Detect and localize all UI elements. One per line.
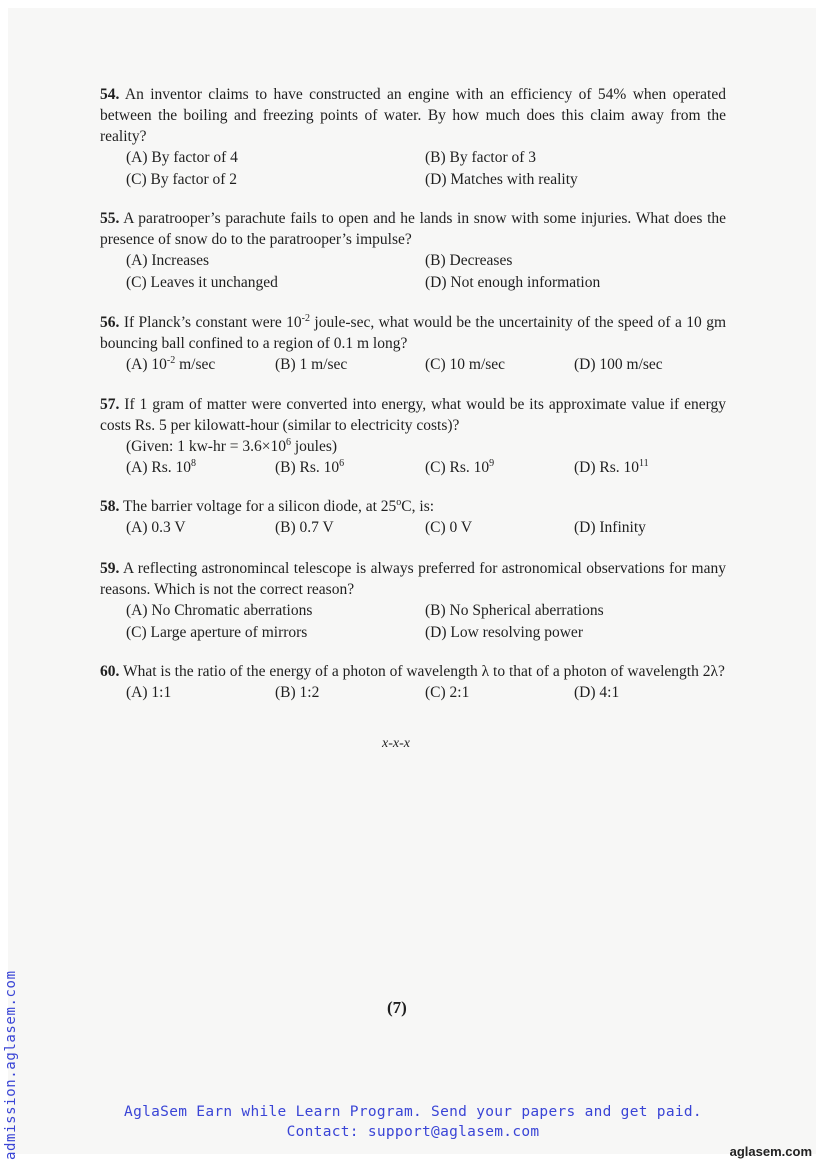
question-57-options	[100, 457, 726, 479]
page-number: (7)	[387, 998, 407, 1017]
option-b: (B) 1 m/sec	[275, 356, 348, 373]
question-59	[100, 558, 726, 644]
option-a: (A) By factor of 4	[126, 149, 238, 166]
question-56-options	[100, 354, 726, 376]
question-58-text: 58. The barrier voltage for a silicon diode, at 25$^o$C, is:	[100, 496, 435, 515]
option-c: (C) 2:1	[425, 684, 470, 701]
option-d: (D) Low resolving power	[425, 624, 583, 641]
question-59-options-row-2	[100, 622, 726, 644]
question-56	[100, 312, 726, 376]
option-b: (B) Rs. $10^6$	[275, 457, 345, 476]
option-b: (B) Decreases	[425, 252, 513, 269]
option-d: (D) 100 m/sec	[574, 356, 663, 373]
option-a: (A) Increases	[126, 252, 210, 269]
option-c: (C) By factor of 2	[126, 171, 238, 188]
option-c: (C) 10 m/sec	[425, 356, 506, 373]
question-59-options-row-1	[100, 600, 726, 622]
question-57-given: (Given: 1 $kw-hr = 3.6\times 10^6$ joules)	[126, 436, 338, 455]
footer-promo: AglaSem Earn while Learn Program. Send your papers and get paid.	[124, 1104, 702, 1120]
option-d: (D) Infinity	[574, 519, 646, 536]
question-54	[100, 84, 726, 191]
brand-label: aglasem.com	[729, 1144, 812, 1159]
question-54-options-row-1	[100, 147, 726, 169]
footer-contact[interactable]: Contact: support@aglasem.com	[286, 1124, 540, 1140]
option-b: (B) By factor of 3	[425, 149, 537, 166]
option-d: (D) Not enough information	[425, 274, 601, 291]
question-56-text: 56. If Planck’s constant were $10^{-2}$ joule-sec, what would be the uncertainity of the speed of a 10 gm bouncing ball confined to a region of 0.1 m long?	[100, 312, 727, 352]
question-58-options	[100, 517, 726, 539]
option-b: (B) No Spherical aberrations	[425, 602, 604, 619]
option-a: (A) $10^{-2}$ m/sec	[126, 354, 216, 373]
option-a: (A) Rs. $10^8$	[126, 457, 197, 476]
option-d: (D) 4:1	[574, 684, 620, 701]
question-57	[100, 394, 726, 479]
question-55-text: 55. A paratrooper’s parachute fails to open and he lands in snow with some injuries. What does the presence of snow do to the paratrooper’s impulse?	[100, 210, 727, 248]
side-watermark-url: admission.aglasem.com	[3, 970, 19, 1160]
question-58	[100, 496, 726, 539]
option-d: (D) Rs. $10^{11}$	[574, 457, 649, 476]
question-55-options-row-1	[100, 250, 726, 272]
question-60-options	[100, 682, 726, 704]
option-c: (C) Rs. $10^9$	[425, 457, 495, 476]
end-mark: x-x-x	[382, 736, 410, 751]
option-a: (A) No Chromatic aberrations	[126, 602, 313, 619]
question-55	[100, 208, 726, 294]
option-c: (C) Leaves it unchanged	[126, 274, 278, 291]
option-b: (B) 1:2	[275, 684, 320, 701]
option-d: (D) Matches with reality	[425, 171, 578, 188]
option-c: (C) Large aperture of mirrors	[126, 624, 308, 641]
question-55-options-row-2	[100, 272, 726, 294]
question-57-text: 57. If 1 gram of matter were converted into energy, what would be its approximate value if energy costs Rs. 5 per kilowatt-hour (similar to electricity costs)?	[100, 396, 726, 434]
question-54-options-row-2	[100, 169, 726, 191]
option-a: (A) 1:1	[126, 684, 172, 701]
question-54-text: 54. An inventor claims to have constructed an engine with an efficiency of 54% when operated between the boiling and freezing points of water. By how much does this claim away from the reality?	[100, 86, 726, 145]
option-b: (B) 0.7 V	[275, 519, 334, 536]
option-c: (C) 0 V	[425, 519, 473, 536]
question-60-text: 60. What is the ratio of the energy of a photon of wavelength λ to that of a photon of wavelength 2λ?	[100, 663, 725, 680]
question-59-text: 59. A reflecting astronomincal telescope is always preferred for astronomical observations for many reasons. Which is not the correct reason?	[100, 560, 726, 598]
option-a: (A) 0.3 V	[126, 519, 186, 536]
question-60	[100, 661, 726, 704]
